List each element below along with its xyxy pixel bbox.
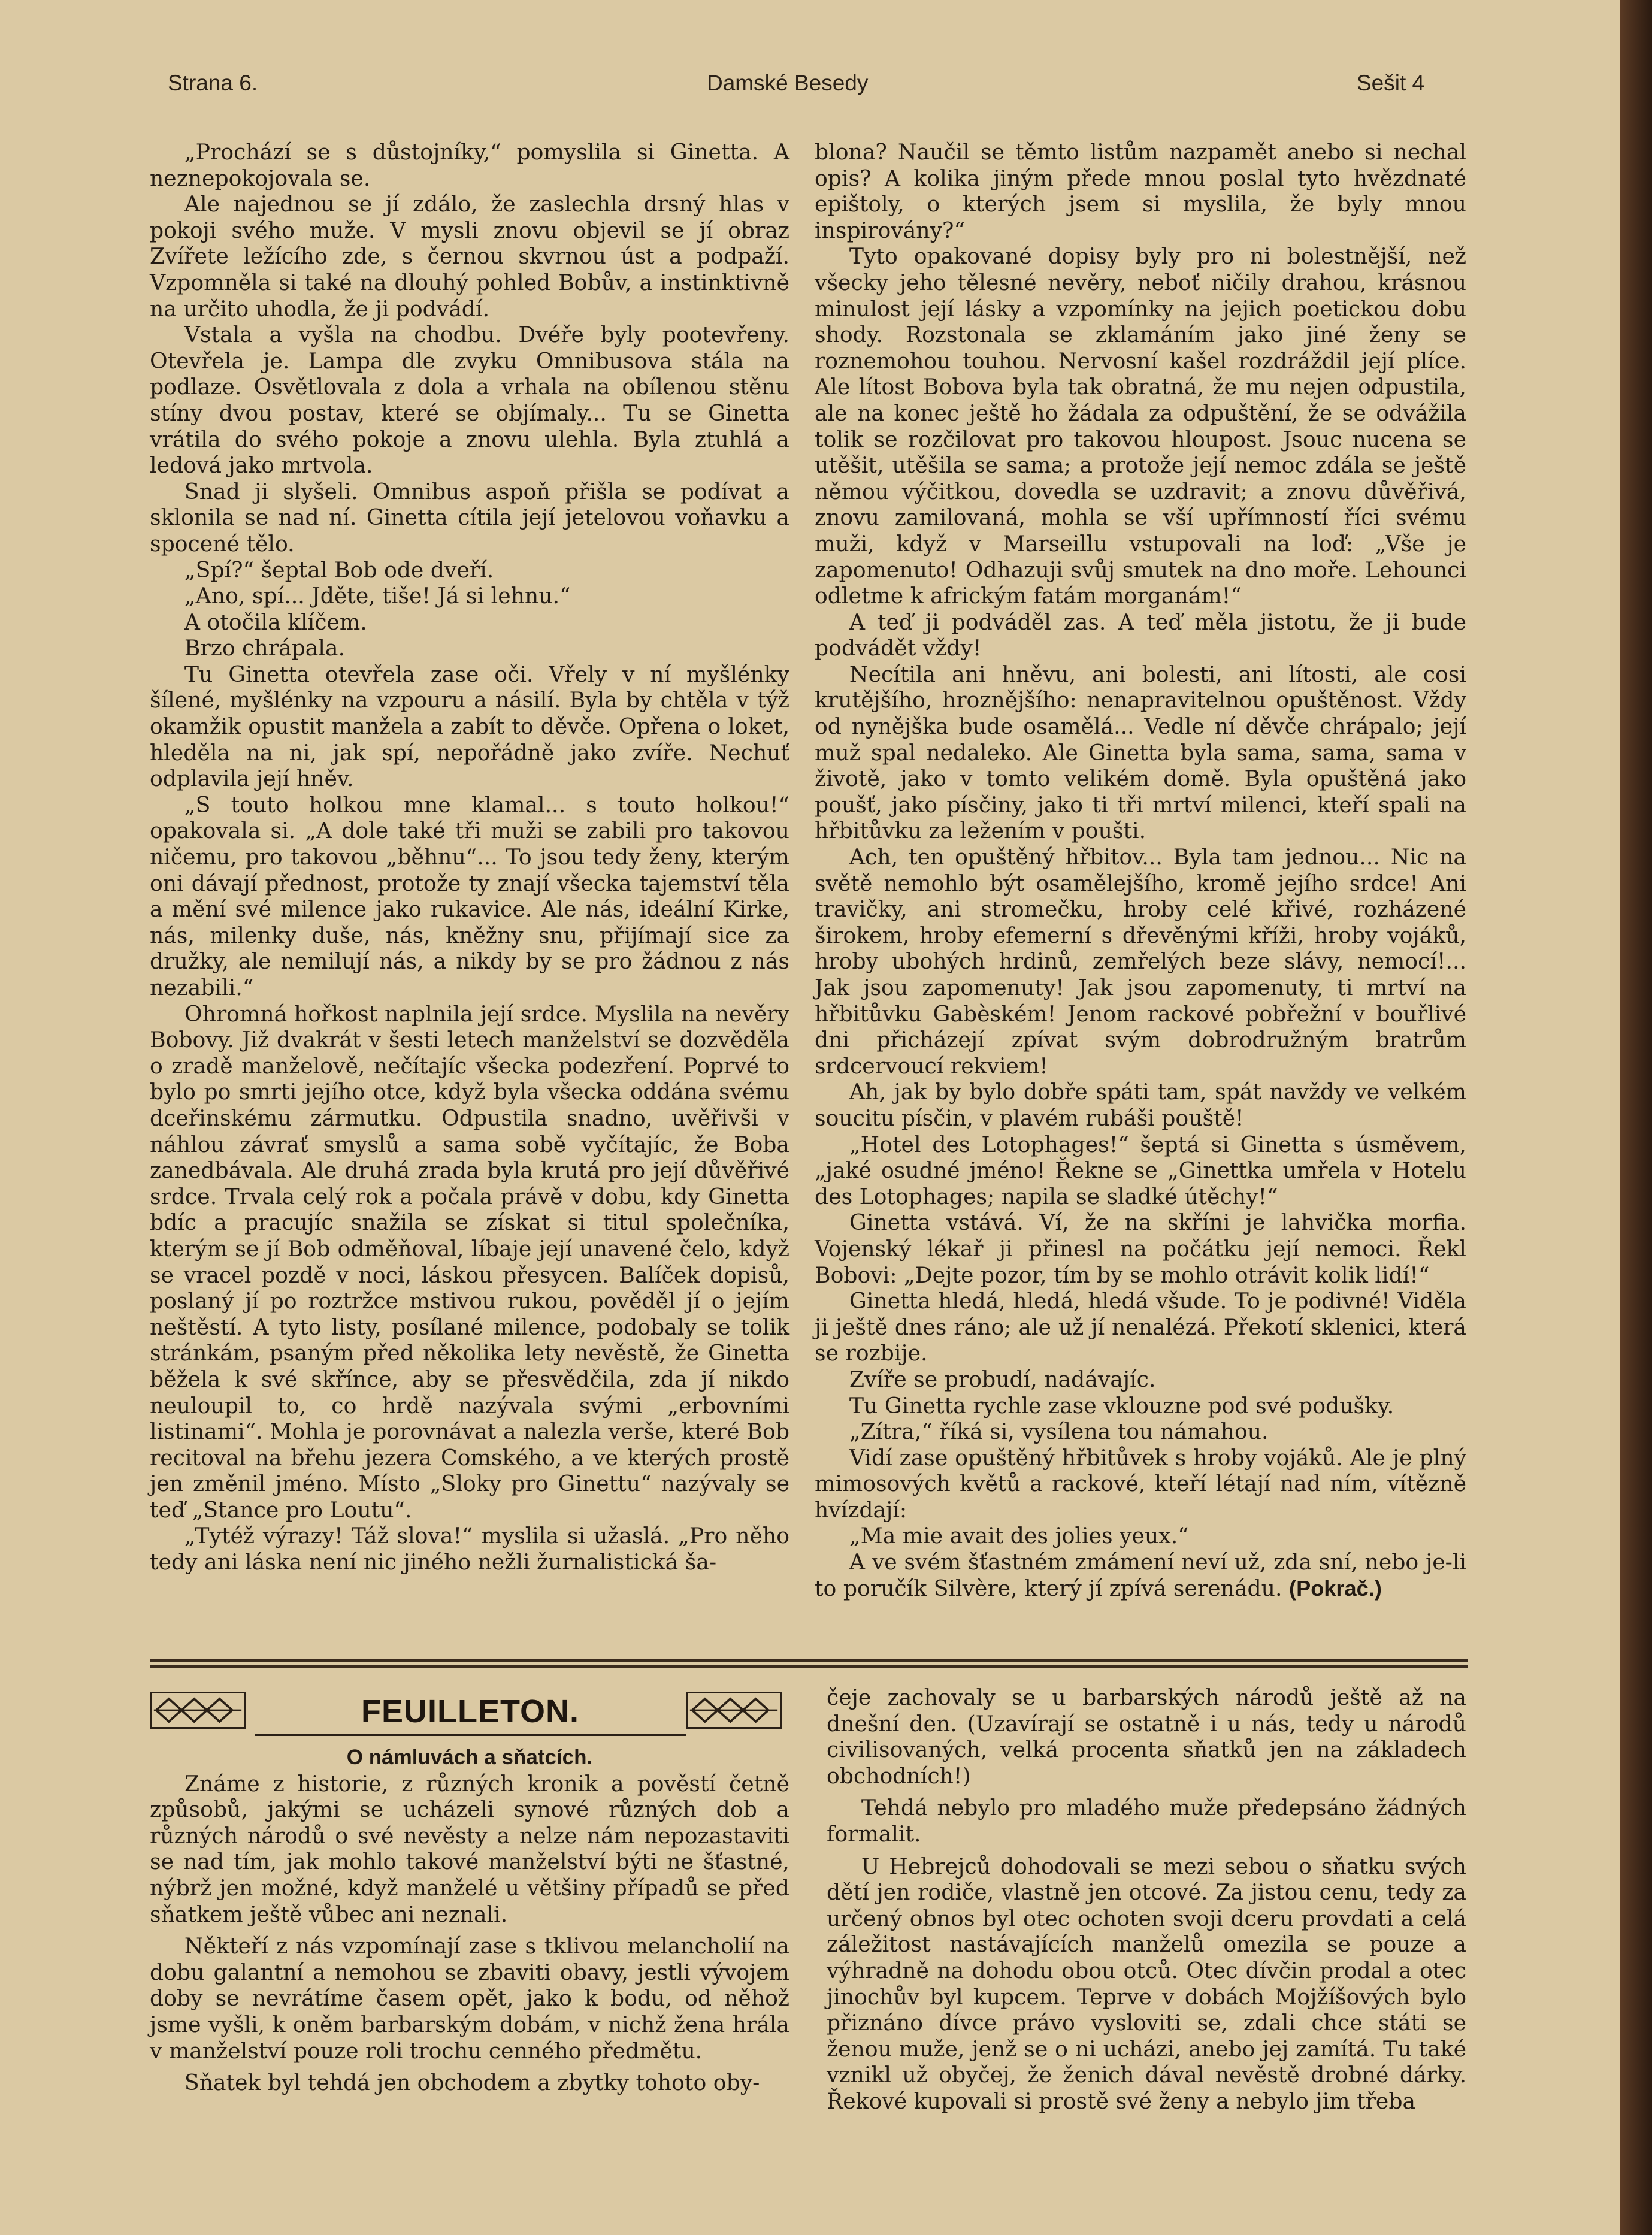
paragraph: Zvíře se probudí, nadávajíc. bbox=[849, 1366, 1156, 1392]
paragraph: Známe z historie, z různých kronik a pověstí četně způsobů, jakými se ucházeli synové různých dob a různých národů o své nevěsty a nelze nám nepozastaviti se nad tím, jak mohlo takové manželství býti ne šťastné, nýbrž jen možné, když manželé u většiny případů se před sňatkem ještě vůbec ani neznali. bbox=[150, 1770, 789, 1927]
header-magazine-title: Damské Besedy bbox=[707, 71, 869, 95]
paragraph: Někteří z nás vzpomínají zase s tklivou melancholií na dobu galantní a nemohou se zbaviti obavy, jestli vývojem doby se nevrátíme časem opět, jako k bodu, od něhož jsme vyšli, k oněm barbarským dobám, v nichž žena hrála v manželství pouze roli trochu cenného předmětu. bbox=[150, 1933, 789, 2064]
paragraph: „Ano, spí... Jděte, tiše! Já si lehnu.“ bbox=[184, 583, 571, 609]
paragraph: Tu Ginetta rychle zase vklouzne pod své podušky. bbox=[849, 1392, 1394, 1419]
header-page-number: Strana 6. bbox=[168, 71, 258, 95]
paragraph: Ah, jak by bylo dobře spáti tam, spát navždy ve velkém soucitu písčin, v plavém rubáši pouště! bbox=[815, 1079, 1466, 1131]
continued-note: (Pokrač.) bbox=[1289, 1575, 1382, 1601]
paragraph: „Hotel des Lotophages!“ šeptá si Ginetta s úsměvem, „jaké osudné jméno! Řekne se „Ginettka umřela v Hotelu des Lotophages; napila se sladké útěchy!“ bbox=[815, 1131, 1466, 1209]
ornament-left-icon bbox=[150, 1692, 246, 1729]
paragraph: Snad ji slyšeli. Omnibus aspoň přišla se podívat a sklonila se nad ní. Ginetta cítila její jetelovou voňavku a spocené tělo. bbox=[150, 478, 789, 557]
paragraph: „Tytéž výrazy! Táž slova!“ myslila si užaslá. „Pro něho tedy ani láska není nic jiného nežli žurnalistická ša- bbox=[150, 1523, 789, 1575]
article-right-column bbox=[815, 139, 1466, 1601]
paragraph: Tehdá nebylo pro mladého muže předepsáno žádných formalit. bbox=[827, 1795, 1466, 1847]
paragraph: Tyto opakované dopisy byly pro ni bolestnější, než všecky jeho tělesné nevěry, neboť ničily drahou, krásnou minulost její lásky a vzpomínky na jejich poetickou dobu shody. Rozstonala se zklamáním jako jiné ženy se roznemohou touhou. Nervosní kašel rozdráždil její plíce. Ale lítost Bobova byla tak obratná, že mu nejen odpustila, ale na konec ještě ho žádala za odpuštění, že se odvážila tolik se rozčilovat pro takovou hloupost. Jsouc nucena se utěšit, utěšila se sama; a protože její nemoc zdála se ještě němou výčitkou, dovedla se uzdravit; a znovu důvěřivá, znovu zamilovaná, mohla se vší upřímností říci svému muži, když v Marseillu vstupovali na loď: „Vše je zapomenuto! Odhazuji svůj smutek na dno moře. Lehounci odletme k africkým fatám morganám!“ bbox=[815, 243, 1466, 609]
feuilleton-right-column bbox=[827, 1684, 1466, 2115]
paragraph: Vidí zase opuštěný hřbitůvek s hroby vojáků. Ale je plný mimosových květů a rackové, kteří létají nad ním, vítězně hvízdají: bbox=[815, 1444, 1466, 1523]
paragraph bbox=[815, 1549, 1466, 1601]
paragraph: U Hebrejců dohodovali se mezi sebou o sňatku svých dětí jen rodiče, vlastně jen otcové. Za jistou cenu, tedy za určený obnos byl otec ochoten svoji dceru provdati a celá záležitost nastávajících manželů omezila se pouze a výhradně na dohodu obou otců. Otec dívčin prodal a otec jinochův byl kupcem. Teprve v dobách Mojžíšových bylo přiznáno dívce právo vysloviti se, zdali chce státi se ženou muže, jenž se o ni ucházi, anebo jej zamítá. Tu také vznikl už obyčej, že ženich dával nevěstě drobné dárky. Řekové kupovali si prostě své ženy a nebylo jim třeba bbox=[827, 1853, 1466, 2114]
feuilleton-left-column bbox=[150, 1744, 789, 2096]
paragraph: Necítila ani hněvu, ani bolesti, ani lítosti, ale cosi krutějšího, hroznějšího: nenapravitelnou opuštěnost. Vždy od nynějška bude osamělá... Vedle ní děvče chrápalo; její muž spal nedaleko. Ale Ginetta byla sama, sama, sama v životě, jako v tomto velikém domě. Byla opuštěná jako poušť, jako písčiny, jako ti tři mrtví milenci, kteří spali na hřbitůvku za ležením v poušti. bbox=[815, 661, 1466, 844]
paragraph: „Spí?“ šeptal Bob ode dveří. bbox=[184, 557, 494, 583]
paragraph: Ale najednou se jí zdálo, že zaslechla drsný hlas v pokoji svého muže. V mysli znovu objevil se jí obraz Zvířete ležícího zde, s černou skvrnou úst a podpaží. Vzpomněla si také na dlouhý pohled Bobův, a instinktivně na určito uhodla, že ji podvádí. bbox=[150, 191, 789, 322]
paragraph: Ginetta vstává. Ví, že na skříni je lahvička morfia. Vojenský lékař ji přinesl na počátku její nemoci. Řekl Bobovi: „Dejte pozor, tím by se mohlo otrávit kolik lidí!“ bbox=[815, 1209, 1466, 1288]
paragraph: Sňatek byl tehdá jen obchodem a zbytky tohoto oby- bbox=[184, 2070, 760, 2096]
page-edge bbox=[1620, 0, 1652, 2235]
paragraph: Brzo chrápala. bbox=[184, 635, 345, 661]
paragraph: „S touto holkou mne klamal... s touto holkou!“ opakovala si. „A dole také tři muži se zabili pro takovou ničemu, pro takovou „běhnu“... To jsou tedy ženy, kterým oni dávají přednost, protože ty znají všecka tajemství těla a mění své milence jako rukavice. Ale nás, ideální Kirke, nás, milenky duše, nás, kněžny snu, přijímají sice za družky, ale nemilují nás, a nikdy by se pro žádnou z nás nezabili.“ bbox=[150, 791, 789, 1000]
feuilleton-heading-box bbox=[150, 1688, 791, 1735]
section-divider-bottom bbox=[150, 1665, 1468, 1668]
paragraph: Vstala a vyšla na chodbu. Dvéře byly pootevřeny. Otevřela je. Lampa dle zvyku Omnibusova stála na podlaze. Osvětlovala z dola a vrhala na obílenou stěnu stíny dvou postav, které se objímaly... Tu se Ginetta vrátila do svého pokoje a znovu ulehla. Byla ztuhlá a ledová jako mrtvola. bbox=[150, 322, 789, 479]
paragraph: Ginetta hledá, hledá, hledá všude. To je podivné! Viděla ji ještě dnes ráno; ale už jí nenalézá. Překotí sklenici, která se rozbije. bbox=[815, 1288, 1466, 1366]
paragraph: Ach, ten opuštěný hřbitov... Byla tam jednou... Nic na světě nemohlo být osamělejšího, kromě jejího srdce! Ani travičky, ani stromečku, hroby celé křivé, rozházené širokem, hroby efemerní s dřevěnými kříži, hroby vojáků, hroby ubohých hrdinů, zemřelých beze slávy, nemocí!... Jak jsou zapomenuty! Jak jsou zapomenuty, ti mrtví na hřbitůvku Gabèském! Jenom rackové pobřežní v bouřlivé dni přicházejí zpívat svým dobrodružným bratrům srdcervoucí rekviem! bbox=[815, 844, 1466, 1079]
paragraph: „Zítra,“ říká si, vysílena tou námahou. bbox=[849, 1419, 1269, 1445]
paragraph: A otočila klíčem. bbox=[184, 609, 367, 635]
paragraph: „Prochází se s důstojníky,“ pomyslila si Ginetta. A neznepokojovala se. bbox=[150, 139, 789, 191]
paragraph: Ohromná hořkost naplnila její srdce. Myslila na nevěry Bobovy. Již dvakrát v šesti letech manželství se dozvěděla o zradě manželově, nečítajíc všecka podezření. Poprvé to bylo po smrti jejího otce, když byla všecka oddána svému dceřinskému zármutku. Odpustila snadno, uvěřivši v náhlou závrať smyslů a sama sobě vyčítajíc, že Boba zanedbávala. Ale druhá zrada byla krutá pro její důvěřivé srdce. Trvala celý rok a počala právě v dobu, kdy Ginetta bdíc a pracujíc snažila se získat si titul společníka, kterým se jí Bob odměňoval, líbaje její unavené čelo, když se vracel pozdě v noci, láskou přesycen. Balíček dopisů, poslaný jí po roztržce mstivou rukou, pověděl jí o jejím neštěstí. A tyto listy, posílané milence, podobaly se tolik stránkám, psaným před několika lety nevěstě, že Ginetta běžela k své skřínce, aby se přesvědčila, zda jí nikdo neuloupil to, co hrdě nazývala svými „erbovními listinami“. Mohla je porovnávat a nalezla verše, které Bob recitoval na břehu jezera Comského, a ve kterých prostě jen změnil jméno. Místo „Sloky pro Ginettu“ nazývaly se teď „Stance pro Loutu“. bbox=[150, 1000, 789, 1523]
paragraph: „Ma mie avait des jolies yeux.“ bbox=[849, 1523, 1189, 1549]
ornament-right-icon bbox=[686, 1692, 782, 1729]
paragraph: Tu Ginetta otevřela zase oči. Vřely v ní myšlénky šílené, myšlénky na vzpouru a násilí. Byla by chtěla v týž okamžik opustit manžela a zabít to děvče. Opřena o loket, hleděla na ni, jak spí, nepořádně jako zvíře. Nechuť odplavila její hněv. bbox=[150, 661, 789, 792]
section-divider-top bbox=[150, 1659, 1468, 1662]
feuilleton-title: FEUILLETON. bbox=[255, 1693, 686, 1730]
header-issue: Sešit 4 bbox=[1357, 71, 1425, 95]
paragraph: čeje zachovaly se u barbarských národů ještě až na dnešní den. (Uzavírají se ostatně i u nás, tedy u národů civilisovaných, velká procenta sňatků jen na základech obchodních!) bbox=[827, 1684, 1466, 1789]
article-left-column bbox=[150, 139, 789, 1575]
paragraph: A teď ji podváděl zas. A teď měla jistotu, že ji bude podvádět vždy! bbox=[815, 609, 1466, 661]
feuilleton-subtitle: O námluvách a sňatcích. bbox=[346, 1746, 593, 1769]
paragraph: blona? Naučil se těmto listům nazpamět anebo si nechal opis? A kolika jiným přede mnou poslal tyto hvězdnaté epištoly, o kterých jsem si myslila, že byly mnou inspirovány?“ bbox=[815, 139, 1466, 243]
paragraph-text: A ve svém šťastném zmámení neví už, zda sní, nebo je-li to poručík Silvère, který jí zpívá serenádu. bbox=[815, 1549, 1466, 1601]
